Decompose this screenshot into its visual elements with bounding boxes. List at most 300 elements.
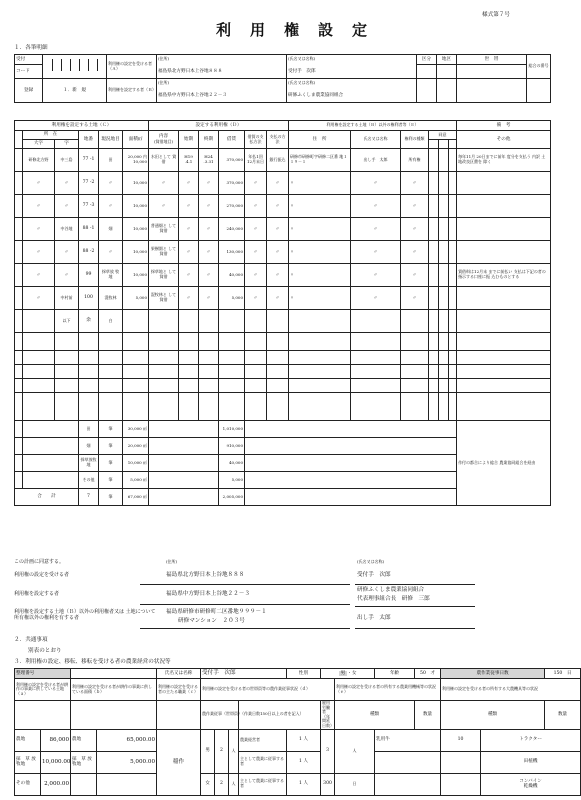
blank-cell bbox=[55, 351, 79, 365]
genkyo-header: 現況地目 bbox=[99, 131, 123, 149]
hoho-cell: 〃 bbox=[245, 264, 267, 287]
land-row bbox=[15, 149, 551, 172]
sagyo-label: 農作業従事（世帯員） bbox=[201, 701, 239, 730]
blank-cell bbox=[267, 393, 289, 421]
person-a-name-caption: (氏名又は名称) bbox=[287, 55, 417, 65]
seibetsu-male: 男 bbox=[340, 670, 346, 676]
jusho-cell: 〃 bbox=[289, 195, 351, 218]
blank-cell bbox=[245, 351, 267, 365]
naiyo-cell bbox=[149, 310, 179, 333]
doui-cell-2 bbox=[439, 310, 449, 333]
oaza-cell: 〃 bbox=[23, 264, 55, 287]
subtotal-shakuryo: 40,000 bbox=[219, 455, 245, 472]
shiharai-cell: 〃 bbox=[267, 218, 289, 241]
uketsuke-label: 受付 bbox=[15, 55, 43, 65]
menseki-cell: 10,000 bbox=[123, 264, 149, 287]
row-index bbox=[15, 241, 23, 264]
kenri-cell bbox=[401, 310, 429, 333]
doui-cell-2 bbox=[439, 195, 449, 218]
blank-cell bbox=[351, 351, 401, 365]
naiyo-header-sub: (貸借地目) bbox=[153, 138, 174, 144]
jusho-cell: 〃 bbox=[289, 172, 351, 195]
consent-a-name: 受付手 次郎 bbox=[357, 572, 391, 578]
subtotal-blank-2 bbox=[149, 455, 219, 472]
blank-cell bbox=[99, 379, 123, 393]
shuki-cell: 〃 bbox=[199, 195, 219, 218]
subtotal-label: その他 bbox=[79, 472, 99, 489]
subtotal-biko: 作付の都合により総合 農業協同組合を経由 bbox=[457, 421, 551, 506]
jusho-cell: 〃 bbox=[289, 287, 351, 310]
shakuryo-cell: 240,000 bbox=[219, 218, 245, 241]
menseki-cell: 5,000 bbox=[123, 287, 149, 310]
blank-cell bbox=[439, 379, 449, 393]
naiyo-cell: 〃 bbox=[149, 172, 179, 195]
doui-cell-3 bbox=[449, 172, 457, 195]
sonota-label: その他 bbox=[15, 773, 41, 795]
consent-underline-3 bbox=[140, 628, 350, 629]
hoho-cell: 〃 bbox=[245, 172, 267, 195]
koyo-count: 3 bbox=[321, 729, 335, 773]
doui-cell-3 bbox=[449, 149, 457, 172]
doui-cell-2 bbox=[439, 287, 449, 310]
blank-cell bbox=[15, 365, 23, 379]
blank-cell bbox=[219, 379, 245, 393]
biko-cell: 毎年11月 20日までに前年 度分を支払う 内訳 土地改良区費を 除く bbox=[457, 149, 551, 172]
f-type-3 bbox=[481, 773, 581, 795]
kenri-cell: 〃 bbox=[401, 218, 429, 241]
land-row bbox=[15, 218, 551, 241]
sonota-header: その他 bbox=[457, 131, 551, 149]
doui-cell-3 bbox=[449, 195, 457, 218]
blank-cell bbox=[439, 393, 449, 421]
subtotal-menseki: 5,000 ㎡ bbox=[123, 472, 149, 489]
blank-cell bbox=[123, 333, 149, 351]
kubun-box-a[interactable] bbox=[417, 65, 437, 79]
blank-cell bbox=[351, 333, 401, 351]
shakuryo-header: 借賃 bbox=[219, 131, 245, 149]
bango-box[interactable] bbox=[71, 669, 157, 679]
subtotal-label: 田 bbox=[79, 421, 99, 438]
blank-cell bbox=[245, 393, 267, 421]
sonota-area-b bbox=[97, 773, 157, 795]
doui-cell-1 bbox=[429, 287, 439, 310]
consent-c-label: 利用権を設定する土地（Ｂ）以外の利用権者又は 土地について所有権以外の権利を有する者 bbox=[14, 609, 156, 621]
touroku-type: １．新 規 bbox=[43, 79, 107, 103]
blank-cell bbox=[219, 351, 245, 365]
blank-cell bbox=[55, 333, 79, 351]
shiki-cell: 〃 bbox=[179, 264, 199, 287]
biko-cell bbox=[457, 172, 551, 195]
chimoku-cell: 〃 bbox=[99, 195, 123, 218]
doui-cell-3 bbox=[449, 218, 457, 241]
naiyo-cell: 採草地と して貸借 bbox=[149, 264, 179, 287]
blank-cell bbox=[289, 379, 351, 393]
saisho-label: 採 草 放牧地 bbox=[15, 751, 41, 773]
total-blank-1 bbox=[149, 489, 219, 506]
doui-sub-2 bbox=[439, 140, 449, 149]
subtotal-blank-0 bbox=[15, 472, 23, 489]
koyo-days-unit: 日 bbox=[335, 773, 375, 795]
gap-row bbox=[15, 393, 551, 421]
blank-cell bbox=[449, 365, 457, 379]
blank-cell bbox=[267, 351, 289, 365]
biko-cell bbox=[457, 287, 551, 310]
blank-cell bbox=[289, 393, 351, 421]
blank-cell bbox=[449, 393, 457, 421]
shimei-cell: 出し手 太郎 bbox=[351, 149, 401, 172]
shakuryo-kin-header: 借賃の支払方法 bbox=[245, 131, 267, 149]
naiyo-cell: 混牧林と して貸借 bbox=[149, 287, 179, 310]
biko-cell: 賃借料は12月末 までに前払い 支払は下記の者の 指示する口座に振 込むものとする bbox=[457, 264, 551, 287]
doui-cell-2 bbox=[439, 172, 449, 195]
hoho-cell: 〃 bbox=[245, 218, 267, 241]
menseki-cell: 10,000 bbox=[123, 241, 149, 264]
chiku-header: 地区 bbox=[437, 55, 457, 65]
land-row bbox=[15, 195, 551, 218]
seibetsu-value bbox=[321, 669, 375, 679]
chiban-cell: 88 -2 bbox=[79, 241, 99, 264]
setai-box-b[interactable] bbox=[457, 79, 527, 103]
col3-header: 利用権の設定を受ける者の主たる職業（ｃ） bbox=[157, 679, 201, 701]
note-2-n: 1 bbox=[299, 781, 302, 787]
jusho-cell: 〃 bbox=[289, 241, 351, 264]
menseki-header: 面積㎡ bbox=[123, 131, 149, 149]
row-index bbox=[15, 149, 23, 172]
oaza-cell: 〃 bbox=[23, 218, 55, 241]
blank-row bbox=[15, 379, 551, 393]
biko-cell bbox=[457, 310, 551, 333]
oaza-cell: 〃 bbox=[23, 172, 55, 195]
jusho-header: 住 所 bbox=[289, 131, 351, 149]
s3-shimei-value: 受付手 次郎 bbox=[201, 669, 287, 679]
naiyo-header bbox=[149, 131, 179, 149]
consent-b-name-1: 研修ふくしま農業協同組合 bbox=[357, 587, 425, 593]
koyo-count-unit: 人 bbox=[335, 729, 375, 773]
saisho-area-a: 10,000.00 bbox=[41, 751, 71, 773]
blank-cell bbox=[401, 393, 429, 421]
person-b-label: 利用権を設定する者（Ｂ） bbox=[107, 79, 157, 103]
chiku-box-a[interactable] bbox=[437, 65, 457, 79]
blank-cell bbox=[429, 351, 439, 365]
blank-cell bbox=[289, 333, 351, 351]
chiban-cell: 99 bbox=[79, 264, 99, 287]
shiharai-cell: 〃 bbox=[267, 287, 289, 310]
setai-box-a[interactable] bbox=[457, 65, 527, 79]
blank-cell bbox=[123, 393, 149, 421]
shimei-cell: 〃 bbox=[351, 264, 401, 287]
total-count: 7 bbox=[79, 489, 99, 506]
blank-cell bbox=[267, 333, 289, 351]
menseki-cell: 10,000 bbox=[123, 195, 149, 218]
section-3-heading: ３．利用権の設定、移転、移転を受ける者の農業経営の状況等 bbox=[14, 659, 171, 665]
biko-group-header: 備 考 bbox=[457, 121, 551, 131]
touroku-label: 登録 bbox=[15, 79, 43, 103]
blank-cell bbox=[245, 365, 267, 379]
subtotal-blank-0 bbox=[15, 421, 23, 438]
shiki-cell: 〃 bbox=[179, 195, 199, 218]
blank-cell bbox=[199, 351, 219, 365]
biko-cell bbox=[457, 241, 551, 264]
shuki-cell: 〃 bbox=[199, 287, 219, 310]
jusho-cell: 研修市研修町字研修二区番 地１１９－１ bbox=[289, 149, 351, 172]
menseki-cell: 10,000 bbox=[123, 218, 149, 241]
doui-cell-3 bbox=[449, 264, 457, 287]
row-index bbox=[15, 195, 23, 218]
subtotal-unit: 筆 bbox=[99, 455, 123, 472]
sogo-box-b[interactable] bbox=[527, 79, 551, 103]
naiyo-cell: 〃 bbox=[149, 195, 179, 218]
person-a-address: 福島県北方野日本上谷地８８８ bbox=[157, 65, 287, 79]
blank-cell bbox=[179, 351, 199, 365]
person-b-address-caption: (住所) bbox=[157, 79, 287, 89]
blank-cell bbox=[79, 379, 99, 393]
kubun-box-b[interactable] bbox=[417, 79, 437, 103]
blank-cell bbox=[401, 351, 429, 365]
doui-sub-1 bbox=[429, 140, 439, 149]
note-2-unit: 人 bbox=[303, 781, 309, 787]
blank-cell bbox=[55, 379, 79, 393]
f-shurui-header: 種類 bbox=[441, 701, 545, 730]
subtotal-blank-1 bbox=[23, 455, 79, 472]
blank-cell bbox=[219, 393, 245, 421]
shimei-cell: 〃 bbox=[351, 287, 401, 310]
blank-cell bbox=[439, 333, 449, 351]
e-type-3 bbox=[375, 773, 441, 795]
chiban-cell: 77 -3 bbox=[79, 195, 99, 218]
e-qty-2 bbox=[441, 751, 481, 773]
kenri-cell: 〃 bbox=[401, 241, 429, 264]
blank-cell bbox=[23, 379, 55, 393]
col2-sub bbox=[71, 701, 157, 730]
blank-cell bbox=[79, 351, 99, 365]
farm-status-table bbox=[14, 668, 581, 796]
hoho-cell: 年払1回 12月末日 bbox=[245, 149, 267, 172]
blank-cell bbox=[15, 333, 23, 351]
blank-cell bbox=[15, 351, 23, 365]
doui-cell-3 bbox=[449, 287, 457, 310]
consent-shimei-caption: (氏名又は名称) bbox=[357, 559, 385, 564]
oaza-cell: 研修北方野 bbox=[23, 149, 55, 172]
setai-header: 世 帯 bbox=[457, 55, 527, 65]
consent-c-address-2: 研修マンション ２０３号 bbox=[178, 618, 245, 624]
kazoku-note: （作業日数150日以上の者を記入） bbox=[239, 701, 321, 730]
subtotal-label: 採草放牧地 bbox=[79, 455, 99, 472]
doui-cell-1 bbox=[429, 310, 439, 333]
subtotal-unit: 筆 bbox=[99, 438, 123, 455]
biko-cell bbox=[457, 218, 551, 241]
shakuryo-cell bbox=[219, 310, 245, 333]
blank-cell bbox=[23, 365, 55, 379]
document-title: 利 用 権 設 定 bbox=[216, 21, 370, 39]
sonota-label-b bbox=[71, 773, 97, 795]
doui-cell-2 bbox=[439, 218, 449, 241]
shiki-cell: H19 .4.1 bbox=[179, 149, 199, 172]
blank-cell bbox=[449, 351, 457, 365]
doui-cell-1 bbox=[429, 264, 439, 287]
aza-header: 字 bbox=[55, 140, 79, 149]
blank-cell bbox=[179, 365, 199, 379]
col2-header: 利用権の設定を受ける者が耕作の事業に供している面積（ｂ） bbox=[71, 679, 157, 701]
subtotal-blank-1 bbox=[23, 438, 79, 455]
kenri-cell: 〃 bbox=[401, 195, 429, 218]
shiharai-cell: 銀行振込 bbox=[267, 149, 289, 172]
consent-lead: この計画に同意する。 bbox=[14, 559, 65, 565]
shimei-cell: 〃 bbox=[351, 195, 401, 218]
shokugyo-days-value: 150 日 bbox=[545, 669, 581, 679]
subtotal-menseki: 10,000 ㎡ bbox=[123, 455, 149, 472]
blank-cell bbox=[457, 379, 551, 393]
subtotal-label: 畑 bbox=[79, 438, 99, 455]
blank-cell bbox=[55, 365, 79, 379]
kiki-farmer-unit: 人 bbox=[303, 737, 309, 743]
blank-cell bbox=[429, 379, 439, 393]
blank-cell bbox=[179, 393, 199, 421]
e-qty-1: 10 bbox=[441, 729, 481, 751]
land-row bbox=[15, 172, 551, 195]
subtotal-shakuryo: 910,000 bbox=[219, 438, 245, 455]
land-rights-table bbox=[14, 120, 551, 506]
female-label: 女 bbox=[201, 773, 215, 795]
blank-row bbox=[15, 365, 551, 379]
col5-header: 利用権の設定を受ける者の所有する農業用機械等の状況（ｅ） bbox=[335, 679, 441, 701]
hoho-cell: 〃 bbox=[245, 287, 267, 310]
doui-cell-1 bbox=[429, 218, 439, 241]
shuki-cell: 〃 bbox=[199, 264, 219, 287]
shuki-cell: H24 .3.31 bbox=[199, 149, 219, 172]
note-2: 主として農業に従事する者 bbox=[239, 773, 287, 795]
subtotal-blank-3 bbox=[245, 421, 457, 438]
section-2-heading: ２．共通事項 bbox=[14, 637, 48, 643]
doui-sub-3 bbox=[449, 140, 457, 149]
blank-cell bbox=[449, 379, 457, 393]
code-digit-boxes[interactable] bbox=[43, 55, 107, 79]
subtotal-blank-1 bbox=[23, 472, 79, 489]
person-a-name: 受付手 次郎 bbox=[287, 65, 417, 79]
e-type-2 bbox=[375, 751, 441, 773]
subtotal-unit: 筆 bbox=[99, 421, 123, 438]
naiyo-header-main: 内容 bbox=[158, 134, 169, 140]
bango-label: 整理番号 bbox=[15, 669, 71, 679]
shuki-cell: 〃 bbox=[199, 218, 219, 241]
chiban-cell: 100 bbox=[79, 287, 99, 310]
doui-cell-1 bbox=[429, 241, 439, 264]
note-1: 主として農業に従事する者 bbox=[239, 751, 287, 773]
koyo-days: 300 bbox=[321, 773, 335, 795]
shakuryo-cell: 370,000 bbox=[219, 172, 245, 195]
consent-underline-6 bbox=[355, 628, 475, 629]
blank-cell bbox=[351, 379, 401, 393]
aza-cell: 〃 bbox=[55, 241, 79, 264]
consent-a-address: 福島県北方野日本上谷地８８８ bbox=[166, 572, 245, 578]
consent-underline-1 bbox=[140, 584, 350, 585]
consent-underline-2 bbox=[140, 604, 350, 605]
note-1-unit: 人 bbox=[303, 759, 309, 765]
blank-cell bbox=[99, 333, 123, 351]
nouchi-area-a: 86,000 bbox=[41, 729, 71, 751]
doui-cell-2 bbox=[439, 241, 449, 264]
male-unit: 人 bbox=[229, 729, 239, 773]
shimei-cell: 〃 bbox=[351, 218, 401, 241]
e-qty-3 bbox=[441, 773, 481, 795]
shiharai-cell: 〃 bbox=[267, 264, 289, 287]
total-shakuryo: 2,005,000 bbox=[219, 489, 245, 506]
oaza-header: 大字 bbox=[23, 140, 55, 149]
note-2-count bbox=[287, 773, 321, 795]
person-a-label: 利用権の設定を受ける者（Ａ） bbox=[107, 55, 157, 79]
blank-cell bbox=[401, 333, 429, 351]
consent-b-label: 利用権を設定する者 bbox=[14, 591, 60, 597]
chiban-header: 地番 bbox=[79, 131, 99, 149]
kubun-header: 区分 bbox=[417, 55, 437, 65]
blank-cell bbox=[219, 365, 245, 379]
chimoku-cell: 田 bbox=[99, 149, 123, 172]
land-row bbox=[15, 310, 551, 333]
e-suuryo-header: 数量 bbox=[415, 701, 441, 730]
koyo-label-main: 雇用労働者 bbox=[322, 700, 331, 715]
blank-cell bbox=[79, 365, 99, 379]
consent-c-name: 出し手 太郎 bbox=[357, 615, 391, 621]
consent-b-name-2: 代表理事組合長 研修 三郎 bbox=[357, 596, 430, 602]
shimei-cell: 〃 bbox=[351, 172, 401, 195]
blank-cell bbox=[289, 365, 351, 379]
chimoku-cell: 採草放 牧地 bbox=[99, 264, 123, 287]
subtotal-row bbox=[15, 421, 551, 438]
blank-cell bbox=[99, 351, 123, 365]
aza-cell: 中谷地 bbox=[55, 218, 79, 241]
shiharai-cell: 〃 bbox=[267, 195, 289, 218]
koyo-label bbox=[321, 701, 335, 730]
shiharai-cell: 〃 bbox=[267, 172, 289, 195]
note-1-n: 1 bbox=[299, 759, 302, 765]
right-group-header: 設定する利用権（Ｄ） bbox=[149, 121, 289, 131]
koyo-label-sub: （年間延日数） bbox=[322, 713, 335, 728]
saisho-area-b: 5,000.00 bbox=[97, 751, 157, 773]
shokugyo-days-label: 農作業従事日数 bbox=[441, 669, 545, 679]
blank-cell bbox=[123, 365, 149, 379]
subtotal-blank-3 bbox=[245, 438, 457, 455]
blank-cell bbox=[439, 351, 449, 365]
blank-cell bbox=[199, 393, 219, 421]
sonota-area-a: 2,000.00 bbox=[41, 773, 71, 795]
blank-cell bbox=[149, 351, 179, 365]
naiyo-cell: 水田として 貸借 bbox=[149, 149, 179, 172]
aza-cell: 〃 bbox=[55, 172, 79, 195]
person-a-address-caption: (住所) bbox=[157, 55, 287, 65]
chiku-box-b[interactable] bbox=[437, 79, 457, 103]
male-label: 男 bbox=[201, 729, 215, 773]
chiban-cell: 77 -1 bbox=[79, 149, 99, 172]
kiki-farmer-count bbox=[287, 729, 321, 751]
blank-cell bbox=[219, 333, 245, 351]
seibetsu-dot: ・ bbox=[347, 670, 352, 676]
blank-cell bbox=[289, 351, 351, 365]
sogo-header: 総合の番号 bbox=[527, 55, 551, 79]
blank-cell bbox=[457, 351, 551, 365]
seibetsu-label: 性別 bbox=[287, 669, 321, 679]
shakuryo-cell: 130,000 bbox=[219, 241, 245, 264]
total-unit: 筆 bbox=[99, 489, 123, 506]
blank-cell bbox=[99, 365, 123, 379]
f-type-1: トラクター bbox=[481, 729, 581, 751]
shiki-cell: 〃 bbox=[179, 241, 199, 264]
blank-cell bbox=[123, 379, 149, 393]
chiban-cell: 77 -2 bbox=[79, 172, 99, 195]
blank-cell bbox=[149, 379, 179, 393]
form-number: 様式第７号 bbox=[482, 12, 510, 18]
consent-b-address: 福島県中方野日本上谷地２２－３ bbox=[166, 591, 250, 597]
doui-cell-1 bbox=[429, 195, 439, 218]
blank-cell bbox=[23, 333, 55, 351]
